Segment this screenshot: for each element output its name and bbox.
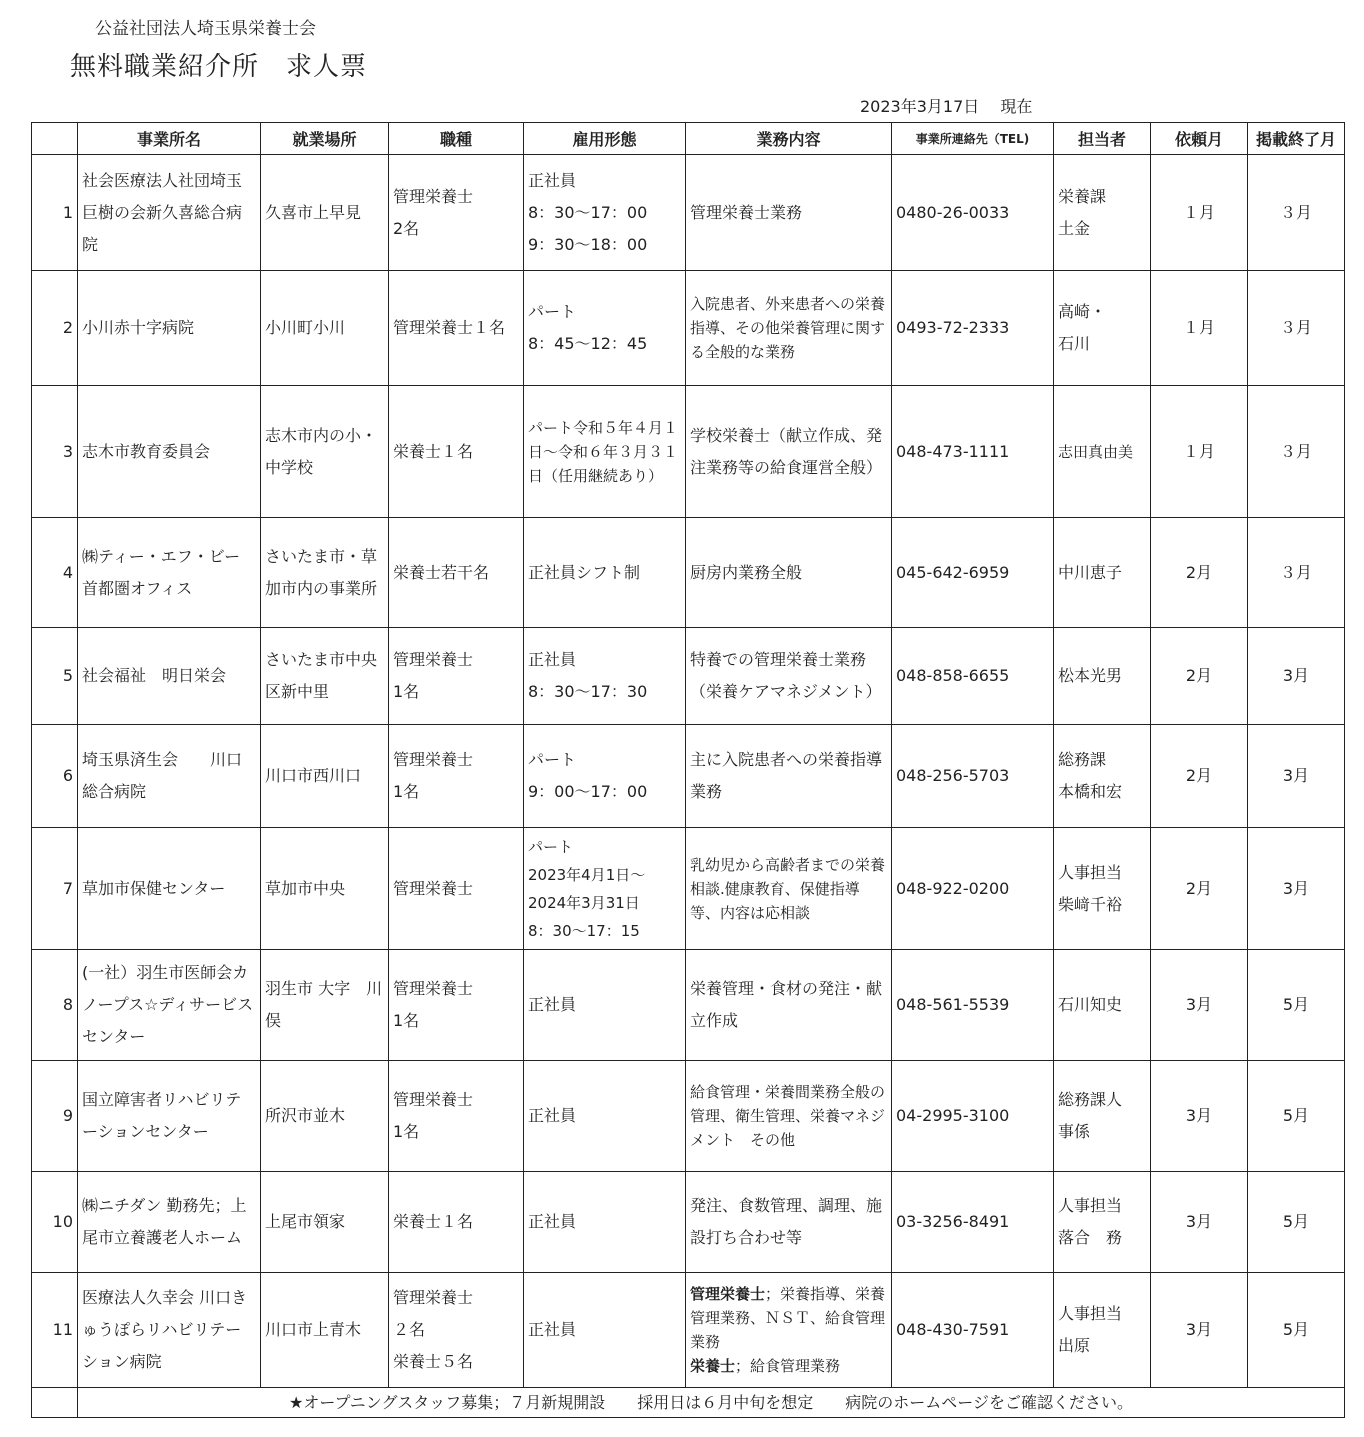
cell-line: パート xyxy=(528,837,574,856)
cell-line: 9：30～18：00 xyxy=(528,234,648,254)
footnote-row xyxy=(32,1388,1345,1418)
request-month: 3月 xyxy=(1151,950,1248,1061)
contact-person xyxy=(1054,1172,1151,1273)
table-row xyxy=(32,828,1345,950)
row-number: 8 xyxy=(32,950,78,1061)
phone-number: 048-858-6655 xyxy=(892,628,1054,725)
job-duties: 入院患者、外来患者への栄養指導、その他栄養管理に関する全般的な業務 xyxy=(686,271,892,386)
organization-name: 公益社団法人埼玉県栄養士会 xyxy=(95,19,316,39)
table-row xyxy=(32,950,1345,1061)
table-row xyxy=(32,271,1345,386)
col-header-contact: 担当者 xyxy=(1054,123,1151,155)
cell-line: 管理栄養士 xyxy=(393,1288,474,1307)
request-month: １月 xyxy=(1151,155,1248,271)
table-row xyxy=(32,386,1345,518)
cell-line: 栄養課 xyxy=(1058,186,1107,206)
job-type xyxy=(389,386,524,518)
duty-part xyxy=(690,1282,887,1354)
cell-line: パート xyxy=(528,302,577,321)
col-header-company: 事業所名 xyxy=(78,123,261,155)
phone-number: 0480-26-0033 xyxy=(892,155,1054,271)
company-name: ㈱ニチダン 勤務先；上尾市立養護老人ホーム xyxy=(78,1172,261,1273)
request-month: 2月 xyxy=(1151,725,1248,828)
cell-line: パート xyxy=(528,750,577,769)
row-number: 5 xyxy=(32,628,78,725)
row-number: 11 xyxy=(32,1273,78,1388)
job-type xyxy=(389,828,524,950)
employment-type xyxy=(524,828,686,950)
phone-number: 0493-72-2333 xyxy=(892,271,1054,386)
phone-number: 04-2995-3100 xyxy=(892,1061,1054,1172)
table-row xyxy=(32,628,1345,725)
col-header-tel: 事業所連絡先（TEL) xyxy=(892,123,1054,155)
job-duties: 発注、食数管理、調理、施設打ち合わせ等 xyxy=(686,1172,892,1273)
cell-line: 栄養士５名 xyxy=(393,1352,474,1371)
work-location: 羽生市 大字 川俣 xyxy=(261,950,389,1061)
contact-person xyxy=(1054,386,1151,518)
end-month: 5月 xyxy=(1248,1061,1345,1172)
job-type xyxy=(389,518,524,628)
row-number: 7 xyxy=(32,828,78,950)
job-duties: 栄養管理・食材の発注・献立作成 xyxy=(686,950,892,1061)
contact-person xyxy=(1054,271,1151,386)
employment-type xyxy=(524,950,686,1061)
contact-person xyxy=(1054,1061,1151,1172)
employment-type: パート令和５年４月１日～令和６年３月３１日（任用継続あり） xyxy=(524,386,686,518)
cell-line: 管理栄養士 xyxy=(393,979,474,998)
cell-line: 8：30～17：30 xyxy=(528,682,648,701)
page-title: 無料職業紹介所 求人票 xyxy=(70,52,368,82)
company-name: 小川赤十字病院 xyxy=(78,271,261,386)
job-duties: 給食管理・栄養間業務全般の管理、衛生管理、栄養マネジメント その他 xyxy=(686,1061,892,1172)
table-row xyxy=(32,1273,1345,1388)
employment-type xyxy=(524,155,686,271)
cell-line: 土金 xyxy=(1058,218,1091,238)
cell-line: 管理栄養士１名 xyxy=(393,318,506,337)
request-month: 3月 xyxy=(1151,1172,1248,1273)
company-name: ㈱ティー・エフ・ビー首都圏オフィス xyxy=(78,518,261,628)
duty-text: ；給食管理業務 xyxy=(735,1357,841,1375)
footnote-spacer xyxy=(32,1388,78,1418)
employment-type xyxy=(524,628,686,725)
work-location: 川口市西川口 xyxy=(261,725,389,828)
cell-line: 1名 xyxy=(393,682,420,701)
contact-person xyxy=(1054,828,1151,950)
cell-line: 落合 務 xyxy=(1058,1228,1123,1247)
cell-line: 正社員 xyxy=(528,995,577,1014)
employment-type xyxy=(524,271,686,386)
cell-line: 松本光男 xyxy=(1058,666,1123,685)
phone-number: 048-473-1111 xyxy=(892,386,1054,518)
request-month: １月 xyxy=(1151,271,1248,386)
cell-line: 本橋和宏 xyxy=(1058,782,1123,801)
company-name: 医療法人久幸会 川口きゅうぽらリハビリテーション病院 xyxy=(78,1273,261,1388)
job-type xyxy=(389,1061,524,1172)
employment-type xyxy=(524,1061,686,1172)
cell-line: 栄養士若干名 xyxy=(393,562,490,582)
row-number: 2 xyxy=(32,271,78,386)
company-name: 埼玉県済生会 川口総合病院 xyxy=(78,725,261,828)
company-name: (一社）羽生市医師会カノープス☆ディサービスセンター xyxy=(78,950,261,1061)
row-number: 9 xyxy=(32,1061,78,1172)
cell-line: 1名 xyxy=(393,782,420,801)
job-duties: 主に入院患者への栄養指導業務 xyxy=(686,725,892,828)
cell-line: 8：45～12：45 xyxy=(528,334,648,353)
cell-line: 正社員 xyxy=(528,1320,577,1339)
job-duties: 乳幼児から高齢者までの栄養相談.健康教育、保健指導等、内容は応相談 xyxy=(686,828,892,950)
job-duties: 学校栄養士（献立作成、発注業務等の給食運営全般） xyxy=(686,386,892,518)
cell-line: 1名 xyxy=(393,1122,420,1141)
request-month: 3月 xyxy=(1151,1273,1248,1388)
cell-line: 中川恵子 xyxy=(1058,562,1123,582)
job-listing-table xyxy=(31,122,1345,1418)
cell-line: 2024年3月31日 xyxy=(528,893,640,912)
job-type xyxy=(389,950,524,1061)
cell-line: 2名 xyxy=(393,218,420,238)
table-row xyxy=(32,155,1345,271)
phone-number: 045-642-6959 xyxy=(892,518,1054,628)
phone-number: 03-3256-8491 xyxy=(892,1172,1054,1273)
job-type xyxy=(389,1273,524,1388)
row-number: 4 xyxy=(32,518,78,628)
work-location: 志木市内の小・中学校 xyxy=(261,386,389,518)
cell-line: 石川知史 xyxy=(1058,995,1123,1014)
cell-line: 総務課 xyxy=(1058,750,1107,769)
cell-line: 管理栄養士 xyxy=(393,186,474,206)
employment-type xyxy=(524,518,686,628)
table-row xyxy=(32,1172,1345,1273)
cell-line: 総務課人 xyxy=(1058,1090,1123,1109)
cell-line: 石川 xyxy=(1058,334,1091,353)
end-month: ３月 xyxy=(1248,155,1345,271)
cell-line: 高崎・ xyxy=(1058,302,1107,321)
phone-number: 048-922-0200 xyxy=(892,828,1054,950)
table-row xyxy=(32,518,1345,628)
col-header-end-month: 掲載終了月 xyxy=(1248,123,1345,155)
cell-line: ２名 xyxy=(393,1320,426,1339)
row-number: 3 xyxy=(32,386,78,518)
cell-line: 正社員 xyxy=(528,170,577,190)
cell-line: 出原 xyxy=(1058,1336,1091,1355)
col-header-duties: 業務内容 xyxy=(686,123,892,155)
end-month: 5月 xyxy=(1248,1273,1345,1388)
duty-role: 栄養士 xyxy=(690,1357,736,1375)
work-location: さいたま市中央区新中里 xyxy=(261,628,389,725)
cell-line: 栄養士１名 xyxy=(393,1212,474,1231)
row-number: 10 xyxy=(32,1172,78,1273)
row-number: 6 xyxy=(32,725,78,828)
cell-line: 事係 xyxy=(1058,1122,1091,1141)
job-type xyxy=(389,155,524,271)
work-location: 川口市上青木 xyxy=(261,1273,389,1388)
company-name: 社会福祉 明日栄会 xyxy=(78,628,261,725)
phone-number: 048-430-7591 xyxy=(892,1273,1054,1388)
cell-line: 柴﨑千裕 xyxy=(1058,894,1123,914)
as-of-date: 2023年3月17日 現在 xyxy=(860,97,1033,116)
table-row xyxy=(32,1061,1345,1172)
phone-number: 048-256-5703 xyxy=(892,725,1054,828)
request-month: 2月 xyxy=(1151,518,1248,628)
employment-type xyxy=(524,725,686,828)
end-month: 3月 xyxy=(1248,725,1345,828)
end-month: ３月 xyxy=(1248,386,1345,518)
duty-role: 管理栄養士 xyxy=(690,1285,766,1303)
contact-person xyxy=(1054,950,1151,1061)
col-header-employment: 雇用形態 xyxy=(524,123,686,155)
cell-line: 1名 xyxy=(393,1011,420,1030)
job-duties xyxy=(686,1273,892,1388)
col-header-request-month: 依頼月 xyxy=(1151,123,1248,155)
job-type xyxy=(389,725,524,828)
work-location: 久喜市上早見 xyxy=(261,155,389,271)
job-duties: 管理栄養士業務 xyxy=(686,155,892,271)
job-type xyxy=(389,1172,524,1273)
end-month: ３月 xyxy=(1248,271,1345,386)
col-header-no xyxy=(32,123,78,155)
cell-line: 人事担当 xyxy=(1058,1196,1123,1215)
work-location: 上尾市領家 xyxy=(261,1172,389,1273)
company-name: 草加市保健センター xyxy=(78,828,261,950)
work-location: さいたま市・草加市内の事業所 xyxy=(261,518,389,628)
duty-part xyxy=(690,1354,887,1378)
work-location: 草加市中央 xyxy=(261,828,389,950)
contact-person xyxy=(1054,155,1151,271)
cell-line: 2023年4月1日～ xyxy=(528,865,646,884)
duty-text: ；栄養指導、栄養管理業務、ＮＳＴ、給食管理業務 xyxy=(690,1285,886,1351)
cell-line: 8：30～17：00 xyxy=(528,202,648,222)
employment-type xyxy=(524,1172,686,1273)
contact-person xyxy=(1054,1273,1151,1388)
end-month: 3月 xyxy=(1248,628,1345,725)
contact-person xyxy=(1054,518,1151,628)
cell-line: 人事担当 xyxy=(1058,862,1123,882)
cell-line: 正社員シフト制 xyxy=(528,562,641,582)
phone-number: 048-561-5539 xyxy=(892,950,1054,1061)
job-type xyxy=(389,628,524,725)
end-month: 5月 xyxy=(1248,950,1345,1061)
cell-line: 8：30～17：15 xyxy=(528,921,640,940)
end-month: ３月 xyxy=(1248,518,1345,628)
table-row xyxy=(32,725,1345,828)
cell-line: 正社員 xyxy=(528,1106,577,1125)
company-name: 志木市教育委員会 xyxy=(78,386,261,518)
end-month: 5月 xyxy=(1248,1172,1345,1273)
contact-person xyxy=(1054,628,1151,725)
row-number: 1 xyxy=(32,155,78,271)
end-month: 3月 xyxy=(1248,828,1345,950)
cell-line: 管理栄養士 xyxy=(393,650,474,669)
footnote-text: ★オープニングスタッフ募集；７月新規開設 採用日は６月中旬を想定 病院のホームページをご確認ください。 xyxy=(78,1388,1345,1418)
work-location: 所沢市並木 xyxy=(261,1061,389,1172)
col-header-job: 職種 xyxy=(389,123,524,155)
cell-line: 正社員 xyxy=(528,1212,577,1231)
cell-line: 9：00～17：00 xyxy=(528,782,648,801)
job-type xyxy=(389,271,524,386)
company-name: 国立障害者リハビリテーションセンター xyxy=(78,1061,261,1172)
cell-line: 栄養士１名 xyxy=(393,441,474,461)
table-header-row xyxy=(32,123,1345,155)
col-header-location: 就業場所 xyxy=(261,123,389,155)
employment-type xyxy=(524,1273,686,1388)
cell-line: 志田真由美 xyxy=(1058,442,1134,461)
contact-person xyxy=(1054,725,1151,828)
work-location: 小川町小川 xyxy=(261,271,389,386)
job-duties: 厨房内業務全般 xyxy=(686,518,892,628)
cell-line: 正社員 xyxy=(528,650,577,669)
cell-line: 管理栄養士 xyxy=(393,878,474,898)
cell-line: 人事担当 xyxy=(1058,1304,1123,1323)
company-name: 社会医療法人社団埼玉巨樹の会新久喜総合病院 xyxy=(78,155,261,271)
job-duties: 特養での管理栄養士業務（栄養ケアマネジメント） xyxy=(686,628,892,725)
request-month: 2月 xyxy=(1151,828,1248,950)
cell-line: 管理栄養士 xyxy=(393,750,474,769)
request-month: 2月 xyxy=(1151,628,1248,725)
request-month: 3月 xyxy=(1151,1061,1248,1172)
cell-line: 管理栄養士 xyxy=(393,1090,474,1109)
request-month: １月 xyxy=(1151,386,1248,518)
